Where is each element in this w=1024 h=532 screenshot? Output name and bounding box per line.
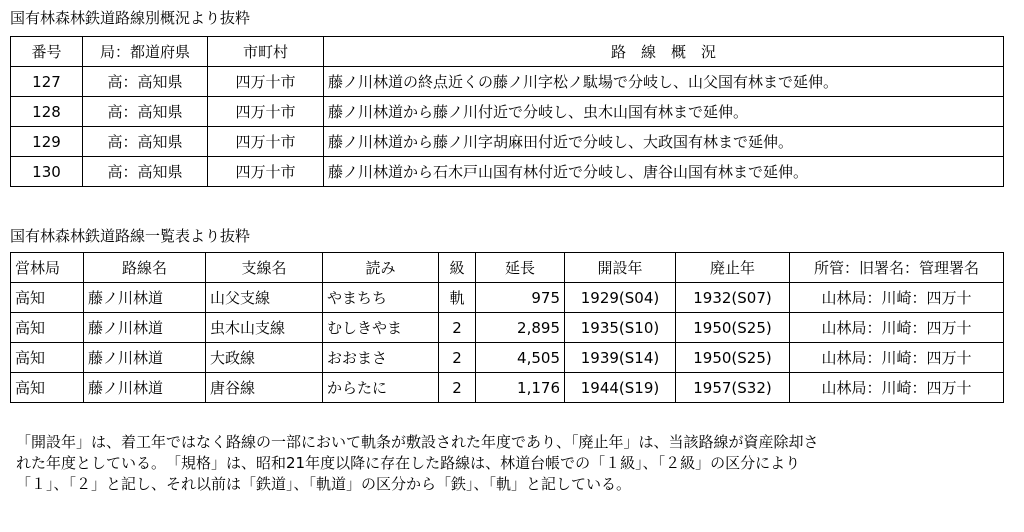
table-row [11,67,1004,97]
cell-route-name: 藤ノ川林道 [84,373,206,403]
cell-grade: 2 [439,373,476,403]
cell-route-overview: 藤ノ川林道から石木戸山国有林付近で分岐し、唐谷山国有林まで延伸。 [324,157,1004,187]
explanatory-note [16,432,1006,495]
cell-grade: 2 [439,343,476,373]
table-row [11,313,1004,343]
cell-forest-bureau: 高知 [11,373,84,403]
note-line: 「１」、「２」と記し、それ以前は「鉄道」、「軌道」の区分から「鉄」、「軌」と記している。 [16,475,632,493]
cell-closed-year: 1932(S07) [676,283,790,313]
cell-branch-name: 山父支線 [206,283,323,313]
cell-jurisdiction: 山林局：川崎：四万十 [790,343,1004,373]
header-length: 延長 [476,253,565,283]
cell-number: 129 [11,127,83,157]
header-bureau-prefecture: 局：都道府県 [83,37,208,67]
cell-reading: おおまさ [323,343,439,373]
header-reading: 読み [323,253,439,283]
table-row [11,283,1004,313]
cell-route-overview: 藤ノ川林道から藤ノ川字胡麻田付近で分岐し、大政国有林まで延伸。 [324,127,1004,157]
cell-forest-bureau: 高知 [11,343,84,373]
cell-municipality: 四万十市 [208,127,324,157]
cell-municipality: 四万十市 [208,97,324,127]
cell-bureau-prefecture: 高：高知県 [83,97,208,127]
cell-branch-name: 虫木山支線 [206,313,323,343]
header-closed-year: 廃止年 [676,253,790,283]
note-line: れた年度としている。 「規格」は、昭和21年度以降に存在した路線は、林道台帳での「１級」、「２級」の区分により [16,454,801,472]
cell-route-name: 藤ノ川林道 [84,313,206,343]
cell-length: 2,895 [476,313,565,343]
cell-number: 127 [11,67,83,97]
cell-bureau-prefecture: 高：高知県 [83,157,208,187]
cell-length: 4,505 [476,343,565,373]
cell-reading: からたに [323,373,439,403]
table-header-row [11,253,1004,283]
header-opened-year: 開設年 [565,253,676,283]
cell-grade: 2 [439,313,476,343]
table-row [11,97,1004,127]
cell-municipality: 四万十市 [208,157,324,187]
cell-number: 128 [11,97,83,127]
cell-closed-year: 1957(S32) [676,373,790,403]
cell-opened-year: 1935(S10) [565,313,676,343]
cell-jurisdiction: 山林局：川崎：四万十 [790,313,1004,343]
cell-branch-name: 大政線 [206,343,323,373]
cell-length: 1,176 [476,373,565,403]
cell-branch-name: 唐谷線 [206,373,323,403]
cell-length: 975 [476,283,565,313]
cell-opened-year: 1939(S14) [565,343,676,373]
table-row [11,343,1004,373]
header-forest-bureau: 営林局 [11,253,84,283]
cell-forest-bureau: 高知 [11,283,84,313]
cell-bureau-prefecture: 高：高知県 [83,67,208,97]
cell-grade: 軌 [439,283,476,313]
header-jurisdiction: 所管：旧署名：管理署名 [790,253,1004,283]
header-branch-name: 支線名 [206,253,323,283]
header-number: 番号 [11,37,83,67]
cell-route-overview: 藤ノ川林道の終点近くの藤ノ川字松ノ駄場で分岐し、山父国有林まで延伸。 [324,67,1004,97]
cell-route-name: 藤ノ川林道 [84,283,206,313]
cell-opened-year: 1929(S04) [565,283,676,313]
section-title-route-list: 国有林森林鉄道路線一覧表より抜粋 [10,227,251,245]
header-route-overview: 路 線 概 況 [324,37,1004,67]
cell-jurisdiction: 山林局：川崎：四万十 [790,283,1004,313]
section-title-overview: 国有林森林鉄道路線別概況より抜粋 [10,9,251,27]
cell-route-name: 藤ノ川林道 [84,343,206,373]
cell-bureau-prefecture: 高：高知県 [83,127,208,157]
header-municipality: 市町村 [208,37,324,67]
route-list-table [10,252,1004,403]
cell-jurisdiction: 山林局：川崎：四万十 [790,373,1004,403]
cell-route-overview: 藤ノ川林道から藤ノ川付近で分岐し、虫木山国有林まで延伸。 [324,97,1004,127]
note-line: 「開設年」は、着工年ではなく路線の一部において軌条が敷設された年度であり、「廃止年」は、当該路線が資産除却さ [16,433,819,451]
table-row [11,373,1004,403]
cell-forest-bureau: 高知 [11,313,84,343]
cell-municipality: 四万十市 [208,67,324,97]
table-row [11,127,1004,157]
cell-opened-year: 1944(S19) [565,373,676,403]
cell-reading: むしきやま [323,313,439,343]
cell-closed-year: 1950(S25) [676,313,790,343]
cell-closed-year: 1950(S25) [676,343,790,373]
header-grade: 級 [439,253,476,283]
cell-number: 130 [11,157,83,187]
table-header-row [11,37,1004,67]
route-overview-table [10,36,1004,187]
header-route-name: 路線名 [84,253,206,283]
cell-reading: やまちち [323,283,439,313]
table-row [11,157,1004,187]
